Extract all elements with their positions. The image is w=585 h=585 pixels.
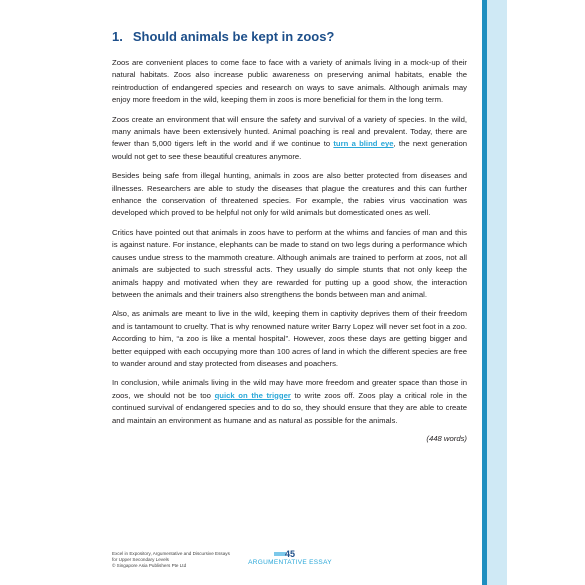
paragraph-3 xyxy=(112,170,467,220)
essay-heading xyxy=(112,29,467,45)
paragraph-text: Also, as animals are meant to live in the wild, keeping them in captivity deprives them of their freedom and is tantamount to cruelty. That is why renowned nature writer Barry Lopez will never set foot in a zoo. According to him, “a zoo is like a mental hospital”. However, zoos these days are getting bigger and better equipped with each occupying more than 100 acres of land in which the different species are free to wander around and stay protected from diseases and poachers. xyxy=(112,309,467,368)
page-number-wrap xyxy=(230,549,350,559)
paragraph-text: In conclusion, while animals living in the wild may have more freedom and greater space than those in zoos, we should not be too xyxy=(112,378,467,400)
paragraph-6 xyxy=(112,377,467,427)
idiom-quick-on-the-trigger: quick on the trigger xyxy=(214,390,291,400)
idiom-turn-a-blind-eye: turn a blind eye xyxy=(333,139,394,149)
paragraph-1 xyxy=(112,57,467,107)
paragraph-text: Besides being safe from illegal hunting, animals in zoos are also better protected from diseases and illnesses. Researchers are able to study the diseases that plague the creatures and this can further enhance the conservation of threatened species. For example, the rabies virus vaccination was developed which proved to be helpful not only for wild animals but domesticated ones as well. xyxy=(112,171,467,218)
book-level-line: for Upper Secondary Levels xyxy=(112,557,169,562)
paragraph-4 xyxy=(112,227,467,301)
essay-number: 1. xyxy=(112,29,123,44)
paragraph-text: Zoos are convenient places to come face to face with a variety of animals living in a mock-up of their natural habitats. Zoos also increase public awareness on preserving animal habitats, enable the reintroduction of endangered species and research on ways to save animals. Although animals may enjoy more freedom in the wild, keeping them in zoos is more beneficial for them in the long term. xyxy=(112,58,467,105)
word-count: (448 words) xyxy=(426,433,467,443)
paragraph-text: Critics have pointed out that animals in zoos have to perform at the whims and fancies of man and this is against nature. For instance, elephants can be made to stand on two legs during a performance which causes undue stress to the mammoth creature. Although animals are trained to perform at zoos, not all animals are subjected to such stressful acts. They usually do simple stunts that not only keep the animals happy and motivated when they are rewarded for putting up a good show, the interaction between the animals and their trainers also strengthens the bonds between man and animal. xyxy=(112,227,467,299)
copyright-line: © Singapore Asia Publishers Pte Ltd xyxy=(112,563,187,568)
paragraph-5 xyxy=(112,308,467,370)
page-number: 45 xyxy=(284,549,295,559)
book-title-line: Excel in Expository, Argumentative and Discursive Essays xyxy=(112,551,230,556)
paragraph-text: , the next generation would not get to see these beautiful creatures anymore. xyxy=(112,139,467,161)
paragraph-2 xyxy=(112,114,467,164)
footer-page-info xyxy=(230,549,350,567)
paragraph-text: Zoos create an environment that will ensure the safety and survival of a variety of species. In the wild, many animals have been extensively hunted. Animal poaching is real and prevalent. Today, there are fewer than 5,000 tigers left in the world and if we continue to xyxy=(112,114,467,149)
page-edge-band xyxy=(487,0,507,585)
essay-title: Should animals be kept in zoos? xyxy=(132,29,335,44)
paragraph-text: to write zoos off. Zoos play a critical role in the continued survival of endangered species and to do so, they should ensure that they are able to create and maintain an environment as humane and as natural as possible for the animals. xyxy=(112,390,467,425)
essay-content xyxy=(112,29,467,443)
section-name: ARGUMENTATIVE ESSAY xyxy=(248,559,332,566)
